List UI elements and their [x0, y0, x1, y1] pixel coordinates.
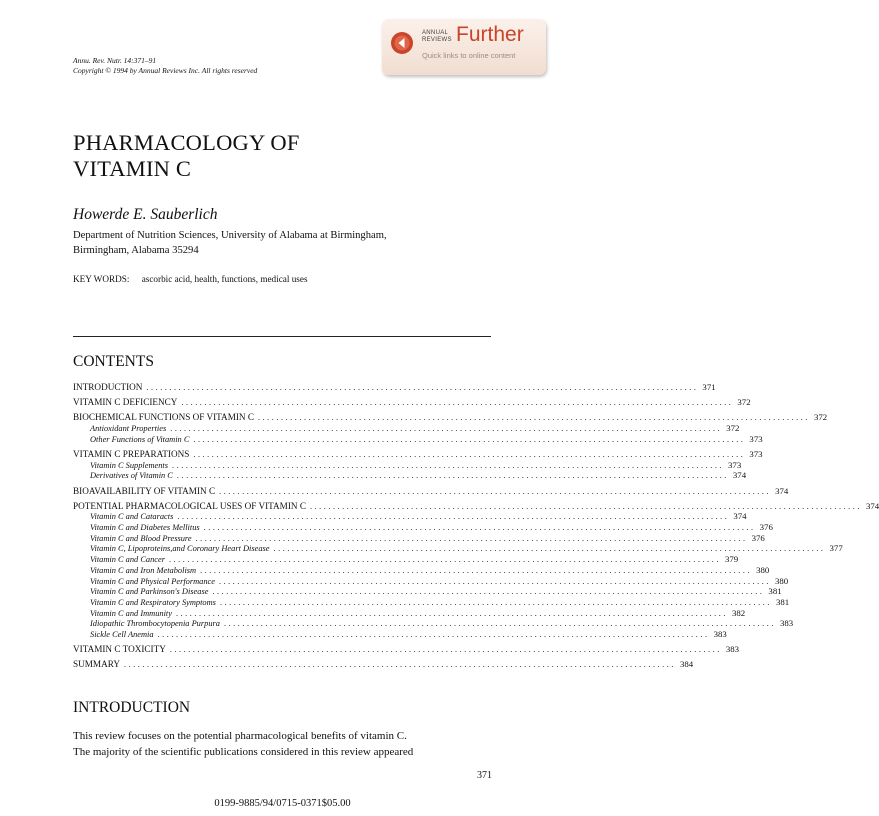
toc-leader-dots: ........................................................................................................................ — [157, 629, 710, 639]
contents-heading: CONTENTS — [73, 353, 154, 370]
toc-entry-page: 371 — [702, 382, 716, 392]
toc-entry[interactable] — [73, 575, 789, 587]
keywords-value: ascorbic acid, health, functions, medical uses — [141, 274, 308, 284]
toc-entry[interactable] — [73, 618, 794, 629]
keywords-label: KEY WORDS: — [73, 274, 130, 284]
toc-entry[interactable] — [73, 382, 716, 393]
toc-entry-title: POTENTIAL PHARMACOLOGICAL USES OF VITAMIN C — [73, 500, 306, 511]
toc-entry-page: 380 — [756, 564, 770, 575]
badge-further-text: Further — [456, 23, 524, 46]
table-of-contents — [73, 382, 879, 670]
toc-entry[interactable] — [73, 644, 740, 655]
article-title-line: VITAMIN C — [73, 156, 192, 181]
journal-citation-line: Annu. Rev. Nutr. 14:371–91 — [73, 56, 157, 65]
toc-entry[interactable] — [73, 485, 789, 497]
toc-leader-dots: ........................................................................................................................ — [219, 486, 772, 496]
toc-leader-dots: ........................................................................................................................ — [195, 533, 748, 543]
toc-entry-title: SUMMARY — [73, 659, 120, 670]
section-divider — [73, 336, 491, 337]
author-affiliation — [73, 228, 387, 258]
toc-entry-title: Vitamin C and Physical Performance — [90, 576, 215, 586]
paragraph-line: This review focuses on the potential pharmacological benefits of vitamin C. — [73, 730, 407, 742]
toc-entry-title: Vitamin C Supplements — [90, 460, 169, 470]
toc-entry-title: Vitamin C, Lipoproteins,and Coronary Heart Disease — [90, 544, 270, 554]
toc-leader-dots: ........................................................................................................................ — [223, 619, 776, 629]
toc-leader-dots: ........................................................................................................................ — [273, 544, 826, 554]
toc-entry-title: Vitamin C and Parkinson's Disease — [90, 587, 209, 597]
toc-leader-dots: ........................................................................................................................ — [175, 608, 728, 618]
toc-entry-title: VITAMIN C DEFICIENCY — [73, 397, 178, 408]
toc-entry[interactable] — [73, 586, 782, 597]
toc-leader-dots: ........................................................................................................................ — [146, 383, 699, 392]
toc-leader-dots: ........................................................................................................................ — [193, 434, 746, 444]
toc-entry-title: Antioxidant Properties — [90, 424, 167, 434]
toc-entry[interactable] — [73, 543, 843, 554]
toc-entry-title: Vitamin C and Iron Metabolism — [90, 565, 197, 575]
author-name: Howerde E. Sauberlich — [73, 206, 218, 223]
article-code: 0199-9885/94/0715-0371$05.00 — [214, 798, 351, 809]
toc-entry[interactable] — [73, 423, 740, 434]
toc-leader-dots: ........................................................................................................................ — [257, 413, 810, 423]
page-number: 371 — [477, 770, 492, 781]
toc-entry-title: VITAMIN C PREPARATIONS — [73, 448, 190, 459]
toc-entry[interactable] — [73, 448, 763, 460]
toc-entry-page: 377 — [829, 543, 843, 554]
toc-entry-page: 372 — [726, 423, 740, 434]
introduction-paragraph — [73, 729, 493, 760]
toc-leader-dots: ........................................................................................................................ — [176, 471, 729, 481]
keywords — [73, 274, 308, 284]
affiliation-line: Department of Nutrition Sciences, University of Alabama at Birmingham, — [73, 230, 387, 241]
toc-entry-title: INTRODUCTION — [73, 382, 143, 392]
toc-entry-page: 374 — [775, 485, 789, 496]
toc-leader-dots: ........................................................................................................................ — [172, 460, 725, 470]
toc-entry-title: BIOCHEMICAL FUNCTIONS OF VITAMIN C — [73, 412, 254, 423]
toc-entry-title: Vitamin C and Cataracts — [90, 512, 174, 522]
toc-entry-title: Vitamin C and Blood Pressure — [90, 533, 192, 543]
toc-entry[interactable] — [73, 433, 763, 445]
toc-entry-title: BIOAVAILABILITY OF VITAMIN C — [73, 485, 216, 496]
toc-entry-title: Derivatives of Vitamin C — [90, 471, 173, 481]
toc-entry-title: VITAMIN C TOXICITY — [73, 644, 166, 655]
toc-leader-dots: ........................................................................................................................ — [200, 565, 753, 575]
toc-entry-page: 373 — [728, 459, 742, 470]
toc-leader-dots: ........................................................................................................................ — [218, 576, 771, 586]
further-badge[interactable] — [382, 19, 546, 75]
affiliation-line: Birmingham, Alabama 35294 — [73, 245, 199, 256]
toc-leader-dots: ........................................................................................................................ — [123, 660, 676, 670]
paragraph-line: The majority of the scientific publications considered in this review appeared — [73, 745, 414, 758]
toc-entry-page: 381 — [768, 586, 782, 597]
toc-leader-dots: ........................................................................................................................ — [168, 555, 721, 565]
toc-entry-title: Vitamin C and Diabetes Mellitus — [90, 523, 200, 533]
toc-entry-title: Vitamin C and Respiratory Symptoms — [90, 597, 216, 607]
badge-reviews-text: REVIEWS — [422, 37, 452, 43]
toc-entry-page: 374 — [733, 511, 747, 522]
toc-entry-page: 373 — [749, 448, 763, 459]
toc-entry-page: 383 — [713, 628, 727, 639]
toc-leader-dots: ........................................................................................................................ — [219, 597, 772, 607]
journal-citation — [73, 56, 257, 76]
toc-entry-page: 382 — [731, 607, 746, 618]
toc-leader-dots: ........................................................................................................................ — [212, 587, 765, 597]
toc-leader-dots: ........................................................................................................................ — [193, 449, 746, 459]
article-title — [73, 130, 300, 182]
toc-leader-dots: ........................................................................................................................ — [169, 645, 722, 655]
toc-entry-title: Vitamin C and Immunity — [90, 608, 172, 618]
toc-entry[interactable] — [73, 596, 790, 608]
toc-leader-dots: ........................................................................................................................ — [177, 512, 730, 522]
toc-leader-dots: ........................................................................................................................ — [203, 523, 756, 533]
toc-entry[interactable] — [73, 397, 751, 408]
toc-entry-page: 376 — [751, 532, 765, 543]
toc-entry-page: 376 — [759, 522, 773, 533]
badge-annual-text: ANNUAL — [422, 30, 449, 36]
toc-entry-page: 379 — [724, 554, 739, 565]
toc-entry[interactable] — [73, 412, 828, 423]
toc-entry-page: 383 — [725, 644, 740, 655]
toc-entry[interactable] — [73, 554, 739, 565]
toc-entry-page: 372 — [813, 412, 828, 423]
toc-leader-dots: ........................................................................................................................ — [309, 501, 862, 511]
toc-entry[interactable] — [73, 511, 747, 522]
toc-entry[interactable] — [73, 564, 770, 576]
introduction-heading: INTRODUCTION — [73, 699, 191, 716]
toc-entry-page: 383 — [779, 618, 794, 629]
toc-entry[interactable] — [73, 607, 746, 619]
toc-entry-page: 373 — [749, 433, 763, 444]
toc-leader-dots: ........................................................................................................................ — [181, 398, 734, 408]
toc-entry[interactable] — [73, 522, 773, 533]
toc-entry-page: 384 — [679, 659, 694, 670]
toc-leader-dots: ........................................................................................................................ — [170, 424, 723, 434]
toc-entry[interactable] — [73, 500, 879, 512]
toc-entry-title: Sickle Cell Anemia — [90, 629, 154, 639]
toc-entry-page: 374 — [865, 500, 879, 511]
toc-entry-page: 372 — [737, 397, 751, 408]
toc-entry[interactable] — [73, 659, 694, 670]
toc-entry-title: Vitamin C and Cancer — [90, 555, 165, 565]
toc-entry-title: Idiopathic Thrombocytopenia Purpura — [90, 619, 220, 629]
copyright-line: Copyright © 1994 by Annual Reviews Inc. All rights reserved — [73, 66, 258, 75]
toc-entry-page: 381 — [775, 596, 790, 607]
toc-entry[interactable] — [73, 532, 765, 544]
badge-publisher — [422, 30, 452, 44]
toc-entry[interactable] — [73, 628, 727, 640]
toc-entry[interactable] — [73, 459, 742, 471]
toc-entry[interactable] — [73, 470, 747, 481]
annual-reviews-logo-icon — [390, 31, 414, 55]
toc-entry-page: 374 — [732, 470, 747, 481]
article-title-line: PHARMACOLOGY OF — [73, 130, 300, 155]
toc-entry-title: Other Functions of Vitamin C — [90, 434, 190, 444]
toc-entry-page: 380 — [774, 575, 789, 586]
badge-subtitle: Quick links to online content — [422, 51, 516, 60]
